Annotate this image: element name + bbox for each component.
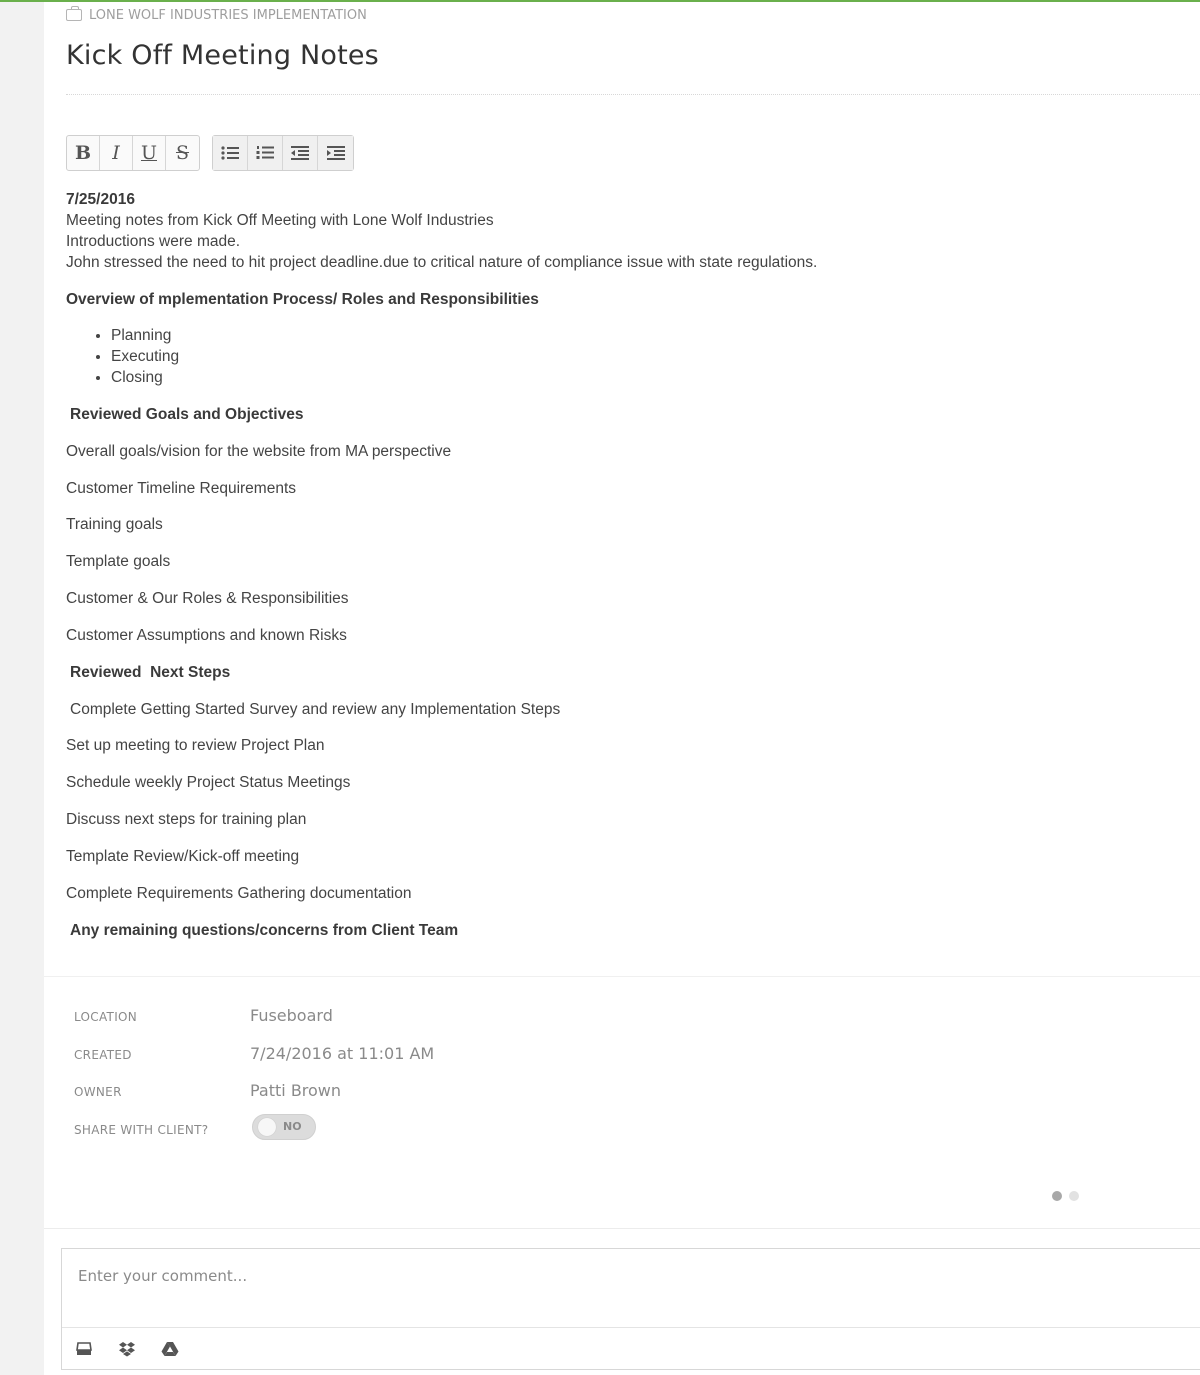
page-title[interactable]: Kick Off Meeting Notes [66,40,379,71]
italic-button[interactable] [100,136,133,170]
intro-line: John stressed the need to hit project deadline.due to critical nature of compliance issue with state regulations. [66,254,818,271]
comment-box [61,1248,1200,1370]
intro-line: Introductions were made. [66,233,241,250]
share-with-client-toggle[interactable] [252,1114,316,1140]
next-step-item: Set up meeting to review Project Plan [66,737,325,755]
bold-icon: B [74,142,92,164]
goal-item: Overall goals/vision for the website from MA perspective [66,442,452,460]
numbered-list-icon [256,145,274,161]
pager-dots [1052,1191,1086,1201]
goal-item: Training goals [66,516,163,534]
next-step-item: Template Review/Kick-off meeting [66,847,300,865]
intro-line: Meeting notes from Kick Off Meeting with Lone Wolf Industries [66,212,494,229]
closing-heading: Any remaining questions/concerns from Client Team [70,921,459,939]
owner-label: OWNER [74,1085,122,1099]
underline-icon: U [140,142,157,164]
upload-button[interactable] [74,1340,94,1358]
breadcrumb-project[interactable]: LONE WOLF INDUSTRIES IMPLEMENTATION [89,7,367,23]
outdent-button[interactable] [283,136,318,170]
google-drive-icon [161,1341,179,1357]
breadcrumb[interactable] [66,7,367,23]
indent-button[interactable] [318,136,353,170]
briefcase-icon [66,9,82,21]
goal-item: Customer Timeline Requirements [66,479,297,497]
phase-list [66,325,1166,388]
next-steps-heading: Reviewed Next Steps [70,663,231,681]
list-item: • Closing [111,367,1166,388]
location-label: LOCATION [74,1010,138,1024]
editor-toolbar [66,135,366,171]
goal-item: Customer & Our Roles & Responsibilities [66,589,349,607]
goals-heading: Reviewed Goals and Objectives [70,406,304,423]
google-drive-button[interactable] [160,1340,180,1358]
toggle-knob [258,1118,276,1136]
dropbox-button[interactable] [117,1340,137,1358]
next-step-item: Discuss next steps for training plan [66,810,307,828]
numbered-list-button[interactable] [248,136,283,170]
bulleted-list-icon [221,146,239,160]
upload-icon [76,1342,92,1356]
underline-button[interactable] [133,136,166,170]
dropbox-icon [118,1341,136,1357]
note-date: 7/25/2016 [66,191,135,208]
location-value[interactable]: Fuseboard [250,1006,333,1025]
title-divider [66,94,1200,95]
list-group [212,135,354,171]
next-step-item: Complete Requirements Gathering documentation [66,884,412,902]
bold-button[interactable] [67,136,100,170]
created-value: 7/24/2016 at 11:01 AM [250,1043,435,1063]
strikethrough-icon: S [175,142,190,164]
bulleted-list-button[interactable] [213,136,248,170]
comment-divider [44,1228,1200,1229]
list-item: • Planning [111,325,1166,346]
pager-dot-1[interactable] [1052,1191,1062,1201]
comment-toolbar [62,1327,1200,1370]
italic-icon: I [112,142,120,164]
next-step-item: Complete Getting Started Survey and review any Implementation Steps [70,700,561,718]
created-label: CREATED [74,1047,132,1062]
indent-icon [327,146,345,160]
toggle-state-label: NO [283,1119,302,1133]
next-step-item: Schedule weekly Project Status Meetings [66,774,351,792]
meta-divider [44,976,1200,977]
share-label: SHARE WITH CLIENT? [74,1122,209,1137]
note-body[interactable] [66,189,1166,941]
goal-item: Template goals [66,553,171,571]
list-item: • Executing [111,346,1166,367]
owner-value[interactable]: Patti Brown [250,1081,342,1100]
format-group [66,135,200,171]
comment-input[interactable] [62,1249,1200,1327]
overview-heading: Overview of mplementation Process/ Roles and Responsibilities [66,291,539,308]
strikethrough-button[interactable] [166,136,199,170]
goal-item: Customer Assumptions and known Risks [66,626,347,644]
pager-dot-2[interactable] [1069,1191,1079,1201]
note-panel [44,2,1200,1375]
outdent-icon [291,146,309,160]
